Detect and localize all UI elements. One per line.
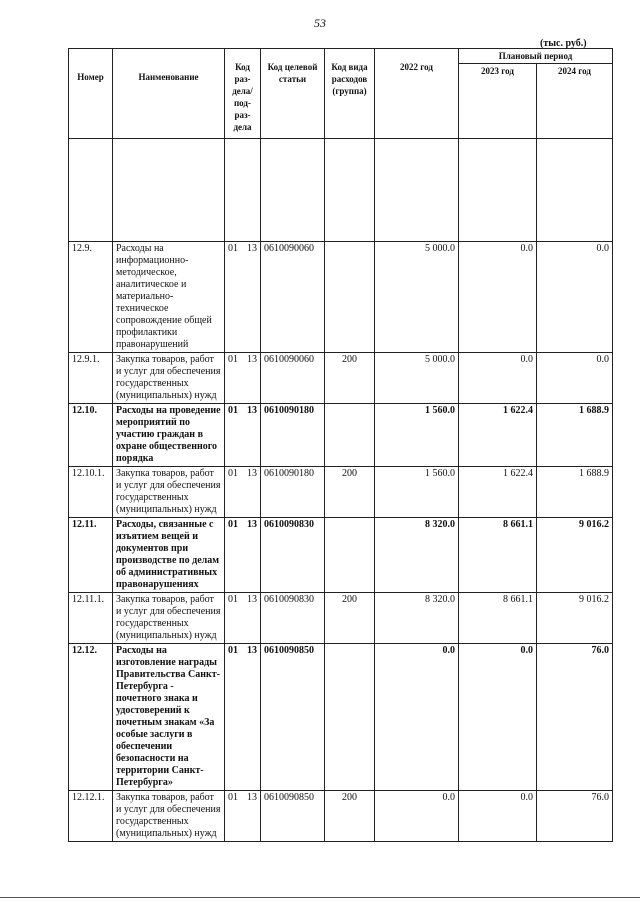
row-target-code: 0610090830 bbox=[261, 518, 325, 593]
row-target-code: 0610090060 bbox=[261, 242, 325, 353]
row-name: Закупка товаров, работ и услуг для обеспечения государственных (муниципальных) нужд bbox=[113, 791, 225, 842]
row-2023: 8 661.1 bbox=[459, 518, 537, 593]
row-section: 01 bbox=[228, 645, 238, 656]
row-2024: 9 016.2 bbox=[537, 593, 613, 644]
row-expense-type bbox=[325, 242, 375, 353]
row-section-code bbox=[225, 242, 261, 353]
header-target-code: Код целевой статьи bbox=[261, 49, 325, 139]
table-row bbox=[69, 404, 613, 467]
row-section-code bbox=[225, 593, 261, 644]
row-section: 01 bbox=[228, 594, 238, 605]
table-header-row bbox=[69, 49, 613, 64]
table-row bbox=[69, 467, 613, 518]
row-section-code bbox=[225, 518, 261, 593]
page-number: 53 bbox=[314, 16, 326, 30]
header-spacer-row bbox=[69, 139, 613, 242]
row-name: Расходы на проведение мероприятий по участию граждан в охране общественного порядка bbox=[113, 404, 225, 467]
row-2022: 8 320.0 bbox=[375, 593, 459, 644]
row-2023: 1 622.4 bbox=[459, 404, 537, 467]
row-2022: 1 560.0 bbox=[375, 404, 459, 467]
header-number: Номер bbox=[69, 49, 113, 139]
row-number: 12.9. bbox=[69, 242, 113, 353]
row-section: 01 bbox=[228, 405, 238, 416]
row-number: 12.11.1. bbox=[69, 593, 113, 644]
table-body bbox=[69, 242, 613, 842]
row-expense-type: 200 bbox=[325, 353, 375, 404]
row-subsection: 13 bbox=[247, 594, 257, 605]
row-section: 01 bbox=[228, 354, 238, 365]
row-target-code: 0610090060 bbox=[261, 353, 325, 404]
header-2022: 2022 год bbox=[375, 49, 459, 139]
header-planned-period: Плановый период bbox=[459, 49, 613, 64]
row-2023: 1 622.4 bbox=[459, 467, 537, 518]
row-number: 12.12. bbox=[69, 644, 113, 791]
row-2024: 9 016.2 bbox=[537, 518, 613, 593]
row-expense-type bbox=[325, 644, 375, 791]
row-name: Расходы на изготовление награды Правительства Санкт-Петербурга - почетного знака и удостоверений к почетным знакам «За особые заслуги в обеспечении безопасности на территории Санкт-Петербурга» bbox=[113, 644, 225, 791]
row-name: Расходы, связанные с изъятием вещей и документов при производстве по делам об административных правонарушениях bbox=[113, 518, 225, 593]
row-target-code: 0610090180 bbox=[261, 467, 325, 518]
header-expense-type: Код вида расходов (группа) bbox=[325, 49, 375, 139]
row-subsection: 13 bbox=[247, 243, 257, 254]
row-number: 12.9.1. bbox=[69, 353, 113, 404]
budget-table bbox=[68, 48, 613, 842]
row-expense-type: 200 bbox=[325, 467, 375, 518]
header-section-code: Код раз-дела/ под-раз-дела bbox=[225, 49, 261, 139]
row-subsection: 13 bbox=[247, 405, 257, 416]
row-2024: 76.0 bbox=[537, 644, 613, 791]
header-2023: 2023 год bbox=[459, 64, 537, 139]
row-number: 12.12.1. bbox=[69, 791, 113, 842]
row-2022: 0.0 bbox=[375, 644, 459, 791]
row-section-code bbox=[225, 467, 261, 518]
footer-rule bbox=[0, 897, 640, 898]
row-2024: 0.0 bbox=[537, 353, 613, 404]
table-row bbox=[69, 791, 613, 842]
row-number: 12.10.1. bbox=[69, 467, 113, 518]
header-name: Наименование bbox=[113, 49, 225, 139]
row-2023: 0.0 bbox=[459, 353, 537, 404]
row-2022: 5 000.0 bbox=[375, 353, 459, 404]
row-2024: 0.0 bbox=[537, 242, 613, 353]
row-target-code: 0610090830 bbox=[261, 593, 325, 644]
row-number: 12.11. bbox=[69, 518, 113, 593]
row-section: 01 bbox=[228, 792, 238, 803]
table-row bbox=[69, 644, 613, 791]
row-2022: 0.0 bbox=[375, 791, 459, 842]
row-subsection: 13 bbox=[247, 645, 257, 656]
row-expense-type bbox=[325, 518, 375, 593]
row-section: 01 bbox=[228, 468, 238, 479]
header-2024: 2024 год bbox=[537, 64, 613, 139]
row-expense-type: 200 bbox=[325, 593, 375, 644]
table-row bbox=[69, 518, 613, 593]
table-row bbox=[69, 353, 613, 404]
row-name: Закупка товаров, работ и услуг для обеспечения государственных (муниципальных) нужд bbox=[113, 353, 225, 404]
row-target-code: 0610090850 bbox=[261, 791, 325, 842]
table-row bbox=[69, 593, 613, 644]
row-2022: 8 320.0 bbox=[375, 518, 459, 593]
row-section-code bbox=[225, 404, 261, 467]
row-subsection: 13 bbox=[247, 354, 257, 365]
row-subsection: 13 bbox=[247, 468, 257, 479]
row-expense-type bbox=[325, 404, 375, 467]
row-name: Закупка товаров, работ и услуг для обеспечения государственных (муниципальных) нужд bbox=[113, 467, 225, 518]
row-section-code bbox=[225, 791, 261, 842]
row-2024: 1 688.9 bbox=[537, 467, 613, 518]
table-row bbox=[69, 242, 613, 353]
row-target-code: 0610090850 bbox=[261, 644, 325, 791]
row-name: Закупка товаров, работ и услуг для обеспечения государственных (муниципальных) нужд bbox=[113, 593, 225, 644]
row-section-code bbox=[225, 353, 261, 404]
row-name: Расходы на информационно-методическое, аналитическое и материально-техническое сопровождение общей профилактики правонарушений bbox=[113, 242, 225, 353]
row-number: 12.10. bbox=[69, 404, 113, 467]
row-2024: 76.0 bbox=[537, 791, 613, 842]
row-expense-type: 200 bbox=[325, 791, 375, 842]
row-subsection: 13 bbox=[247, 519, 257, 530]
row-2023: 8 661.1 bbox=[459, 593, 537, 644]
row-target-code: 0610090180 bbox=[261, 404, 325, 467]
row-section: 01 bbox=[228, 243, 238, 254]
row-2022: 1 560.0 bbox=[375, 467, 459, 518]
row-subsection: 13 bbox=[247, 792, 257, 803]
row-2023: 0.0 bbox=[459, 791, 537, 842]
row-section: 01 bbox=[228, 519, 238, 530]
row-2024: 1 688.9 bbox=[537, 404, 613, 467]
row-2023: 0.0 bbox=[459, 644, 537, 791]
row-2023: 0.0 bbox=[459, 242, 537, 353]
units-label: (тыс. руб.) bbox=[540, 38, 587, 49]
row-section-code bbox=[225, 644, 261, 791]
row-2022: 5 000.0 bbox=[375, 242, 459, 353]
